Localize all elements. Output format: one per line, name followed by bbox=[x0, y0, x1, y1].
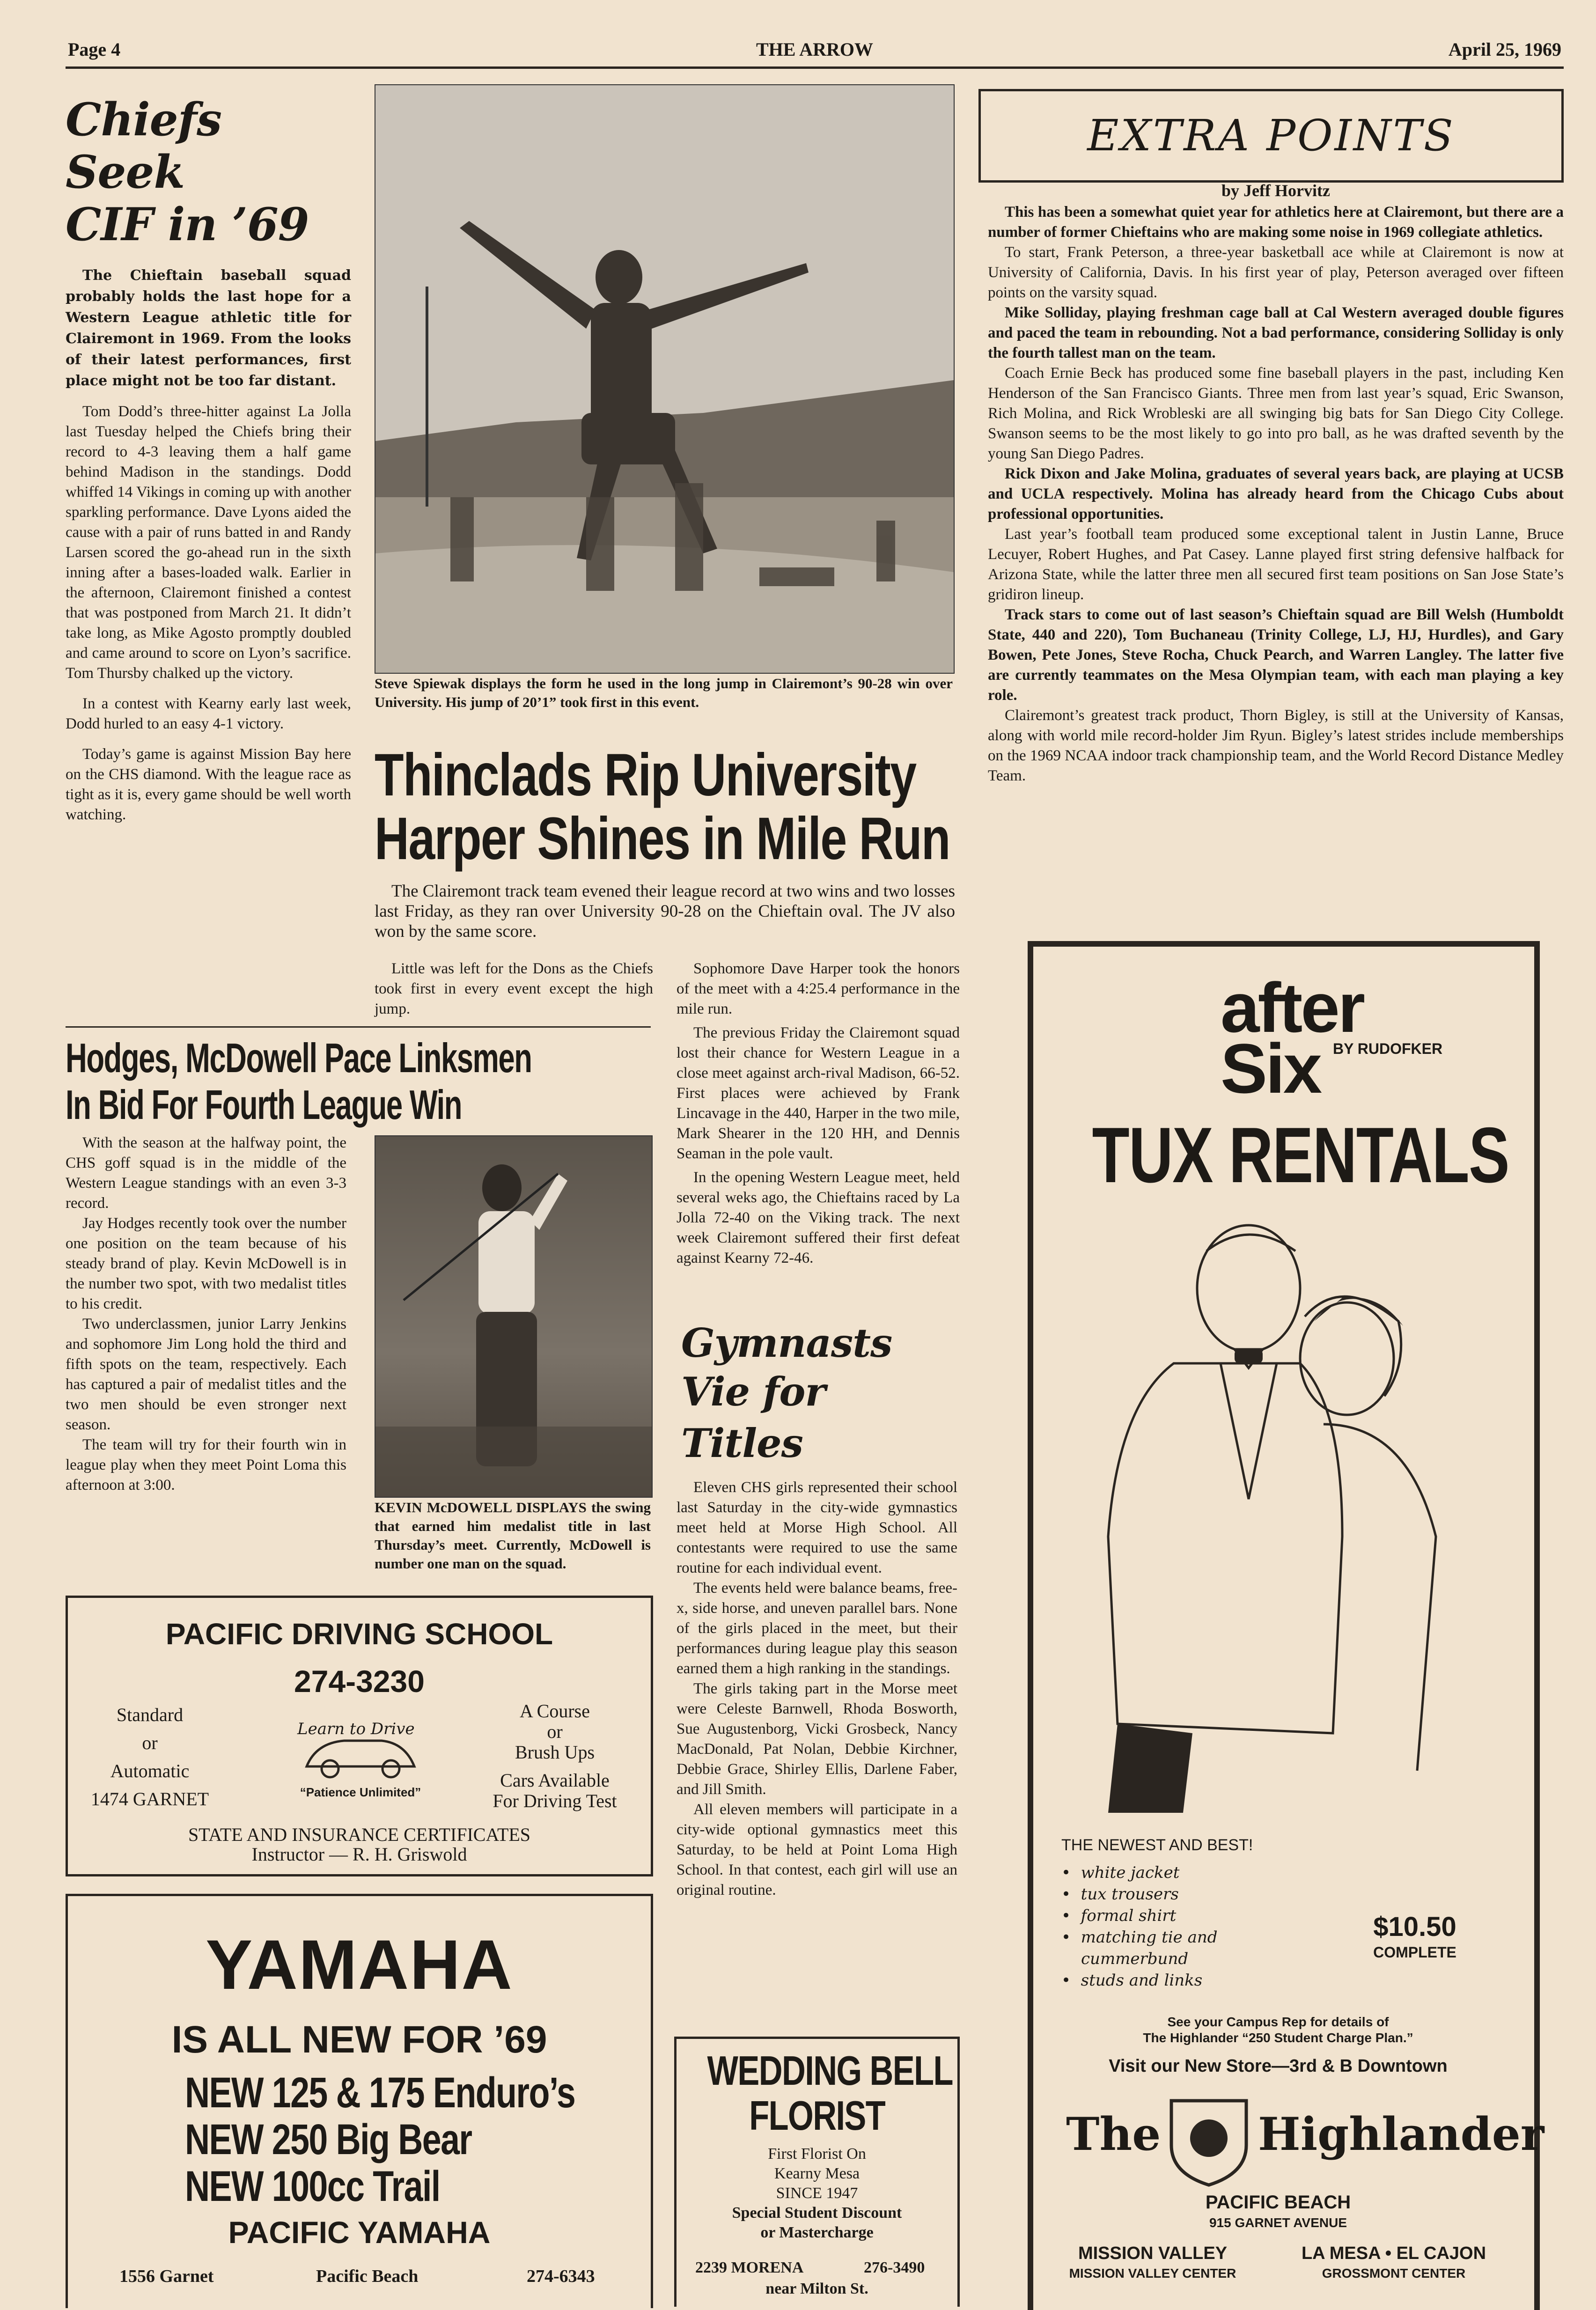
yamaha-line: NEW 250 Big Bear bbox=[185, 2116, 472, 2163]
highlander-the: The bbox=[1066, 2108, 1161, 2161]
driving-school-ad bbox=[66, 1596, 653, 1876]
extra-points-paragraph: Coach Ernie Beck has produced some fine baseball players in the past, including Ken Henderson of the San Francisco Giants. Three men from last year’s squad, Eric Swanson, Rich Molina, and Rick Wrobleski are all swinging big bats for San Diego City College. Swanson seems to be the most likely to go into pro ball, as he was drafted seventh by the young San Diego Padres. bbox=[988, 365, 1564, 462]
chiefs-paragraph: Tom Dodd’s three-hitter against La Jolla last Tuesday helped the Chiefs bring their record to 4-3 leaving them a half game behind Madison in the standings. Dodd whiffed 14 Vikings in coming up with another sparkling performance. Dave Lyons aided the cause with a pair of runs batted in and Randy Larsen scored the go-ahead run in the sixth inning after a bases-loaded walk. Earlier in the afternoon, Clairemont finished a contest that was postponed from March 21. It didn’t take long, as Mike Agosto promptly doubled and came around to score on Lyon’s sacrifice. Tom Thursby chalked up the victory. bbox=[66, 403, 351, 682]
golf-caption: KEVIN McDOWELL DISPLAYS the swing that earned him medalist title in last Thursday’s meet. Currently, McDowell is number one man on the squad. bbox=[375, 1499, 651, 1572]
extra-points-headline: EXTRA POINTS bbox=[1087, 110, 1455, 161]
chiefs-paragraph: Today’s game is against Mission Bay here on the CHS diamond. With the league race as tight as it is, every game should be well worth watching. bbox=[66, 746, 351, 823]
florist-ad bbox=[674, 2037, 960, 2307]
yamaha-phone: 274-6343 bbox=[527, 2266, 595, 2286]
extra-points-byline: by Jeff Horvitz bbox=[1221, 181, 1330, 200]
tux-price: $10.50 bbox=[1373, 1912, 1456, 1942]
tux-item: • white jacket bbox=[1061, 1863, 1180, 1882]
thinclads-column-2 bbox=[677, 959, 960, 1279]
yamaha-brand: YAMAHA bbox=[206, 1925, 513, 2004]
driving-school-left: Standard or Automatic 1474 GARNET bbox=[90, 1704, 209, 1810]
extra-points-paragraph: Rick Dixon and Jake Molina, graduates of several years back, are playing at UCSB and UCLA respectively. Molina has already heard from the Chicago Cubs about professional opportunities. bbox=[988, 465, 1564, 522]
tux-campus-rep: See your Campus Rep for details of The Highlander “250 Student Charge Plan.” bbox=[1143, 2015, 1413, 2045]
crest-icon bbox=[1164, 2094, 1253, 2187]
extra-points-paragraph: This has been a somewhat quiet year for athletics here at Clairemont, but there are a number of former Chieftains who are making some noise in 1969 collegiate athletics. bbox=[988, 204, 1564, 241]
tux-branch-2-sub: GROSSMONT CENTER bbox=[1322, 2266, 1466, 2281]
tux-branch-1-sub: MISSION VALLEY CENTER bbox=[1069, 2266, 1236, 2281]
tux-branch-1: MISSION VALLEY bbox=[1078, 2244, 1228, 2263]
golf-article bbox=[66, 1133, 346, 1506]
driving-school-footer: STATE AND INSURANCE CERTIFICATES Instructor — R. H. Griswold bbox=[188, 1824, 531, 1865]
extra-points-paragraph: Track stars to come out of last season’s Chieftain squad are Bill Welsh (Humboldt State, 440 and 220), Tom Buchaneau (Trinity College, LJ, HJ, Hurdles), and Gary Bowen, Pete Jones, Steve Rocha, Chuck Pearch, and Warren Langley. The latter five are currently teammates on the Mesa Olympian team, with each man playing a key role. bbox=[988, 606, 1564, 704]
gymnasts-article bbox=[677, 1320, 957, 1911]
tux-rentals-ad bbox=[1028, 941, 1545, 2310]
florist-address: 2239 MORENA bbox=[695, 2259, 804, 2276]
logo-text: Learn to Drive bbox=[297, 1720, 415, 1738]
after-six-brand-2: Six bbox=[1221, 1029, 1321, 1108]
extra-points-paragraph: Last year’s football team produced some exceptional talent in Justin Lanne, Bruce Lecuyer, Robert Hughes, and Pat Casey. Lanne played first string defensive halfback for Arizona State, while the latter three men all secured first team positions on San Jose State’s gridiron lineup. bbox=[988, 526, 1564, 603]
thinclads-column-1 bbox=[375, 959, 653, 1030]
tux-newest: THE NEWEST AND BEST! bbox=[1061, 1836, 1253, 1854]
chiefs-article bbox=[66, 94, 351, 835]
page-number: Page 4 bbox=[68, 39, 121, 60]
florist-near: near Milton St. bbox=[765, 2280, 868, 2297]
long-jump-photo bbox=[375, 84, 955, 674]
highlander-name: Highlander bbox=[1258, 2108, 1545, 2161]
long-jump-caption: Steve Spiewak displays the form he used in the long jump in Clairemont’s 90-28 win over University. His jump of 20’1” took first in this event. bbox=[375, 675, 953, 710]
yamaha-address: 1556 Garnet bbox=[119, 2266, 214, 2286]
tux-branch-2: LA MESA • EL CAJON bbox=[1301, 2244, 1486, 2263]
thinclads-article bbox=[375, 744, 955, 952]
tux-rentals-headline-wrap bbox=[1033, 1111, 1523, 1199]
golf-headline-1: Hodges, McDowell Pace Linksmen bbox=[66, 1035, 532, 1081]
thinclads-lead: The Clairemont track team evened their league record at two wins and two losses last Friday, as they ran over University 90-28 on the Chieftain oval. The JV also won by the same score. bbox=[375, 882, 955, 941]
driving-school-tagline: “Patience Unlimited” bbox=[300, 1785, 421, 1799]
thinclads-paragraph: The previous Friday the Clairemont squad lost their chance for Western League in a close meet against arch-rival Madison, 66-52. First places were achieved by Frank Lincavage in the 440, Harper in the two mile, Mark Shearer in the 120 HH, and Dennis Seaman in the pole vault. bbox=[677, 1024, 960, 1162]
driving-school-name: PACIFIC DRIVING SCHOOL bbox=[165, 1617, 553, 1651]
paper-name: THE ARROW bbox=[756, 39, 874, 60]
yamaha-line: IS ALL NEW FOR ’69 bbox=[171, 2018, 547, 2061]
golf-paragraph: With the season at the halfway point, the CHS goff squad is in the middle of the Western League standings with an even 3-3 record. bbox=[66, 1134, 346, 1212]
thinclads-paragraph: In the opening Western League meet, held several weks ago, the Chieftains raced by La Jolla 72-40 on the Viking track. The next week Clairemont suffered their first defeat against Kearny 72-46. bbox=[677, 1169, 960, 1266]
masthead bbox=[68, 38, 1561, 66]
extra-points-banner bbox=[978, 89, 1564, 183]
learn-to-drive-logo bbox=[288, 1715, 433, 1804]
chiefs-headline-1: Chiefs Seek bbox=[66, 93, 222, 199]
gymnasts-paragraph: The events held were balance beams, free-x, side horse, and uneven parallel bars. None of the girls placed in the meet, but their performances during league play this season earned them a high ranking in the standings. bbox=[677, 1580, 957, 1677]
tux-visit: Visit our New Store—3rd & B Downtown bbox=[1109, 2056, 1448, 2076]
tux-complete: COMPLETE bbox=[1373, 1944, 1456, 1961]
tux-item-list bbox=[1061, 1862, 1324, 1991]
chiefs-headline-2: CIF in ’69 bbox=[66, 198, 309, 251]
golf-headline-2: In Bid For Fourth League Win bbox=[66, 1081, 462, 1128]
florist-name: WEDDING BELL FLORIST bbox=[707, 2047, 953, 2139]
extra-points-paragraph: To start, Frank Peterson, a three-year basketball ace while at Clairemont is now at University of California, Davis. In his first year of play, Peterson averaged over fifteen points on the varsity squad. bbox=[988, 244, 1564, 301]
yamaha-dealer: PACIFIC YAMAHA bbox=[228, 2215, 491, 2250]
golfer-photo bbox=[375, 1135, 653, 1498]
yamaha-city: Pacific Beach bbox=[316, 2266, 419, 2286]
tux-location: PACIFIC BEACH bbox=[1205, 2192, 1351, 2213]
golf-paragraph: The team will try for their fourth win in league play when they meet Point Loma this afternoon at 3:00. bbox=[66, 1436, 346, 1493]
gymnasts-paragraph: All eleven members will participate in a city-wide optional gymnastics meet this Saturday, to be held at Point Loma High School. In that contest, each girl will use an original routine. bbox=[677, 1801, 957, 1898]
yamaha-line: NEW 100cc Trail bbox=[185, 2163, 440, 2210]
florist-phone: 276-3490 bbox=[864, 2259, 925, 2276]
driving-school-phone: 274-3230 bbox=[294, 1664, 425, 1699]
couple-illustration bbox=[1080, 1209, 1483, 1817]
tux-item: • tux trousers bbox=[1061, 1885, 1179, 1904]
long-jump-illustration bbox=[375, 85, 954, 673]
tux-item: • formal shirt bbox=[1061, 1906, 1177, 1925]
yamaha-ad bbox=[66, 1894, 653, 2308]
highlander-logo bbox=[1066, 2089, 1545, 2183]
gymnasts-paragraph: The girls taking part in the Morse meet were Celeste Barnwell, Rhoda Bosworth, Sue Augustenborg, Vicki Grosbeck, Nancy MacDonald, Pat Nolan, Debbie Kirchner, Debbie Grace, Shirley Ellis, Darlene Faber, and Jill Smith. bbox=[677, 1680, 957, 1798]
yamaha-line: NEW 125 & 175 Enduro’s bbox=[185, 2069, 575, 2117]
golf-headline bbox=[66, 1035, 655, 1128]
chiefs-paragraph: In a contest with Kearny early last week, Dodd hurled to an easy 4-1 victory. bbox=[66, 695, 351, 732]
thinclads-headline-2: Harper Shines in Mile Run bbox=[375, 805, 950, 872]
gymnasts-paragraph: Eleven CHS girls represented their school last Saturday in the city-wide gymnastics meet held at Morse High School. All contestants were required to use the same routine for each individual event. bbox=[677, 1479, 957, 1576]
tux-location-address: 915 GARNET AVENUE bbox=[1209, 2215, 1347, 2230]
florist-details: First Florist On Kearny Mesa SINCE 1947 Special Student Discount or Mastercharge bbox=[732, 2145, 902, 2241]
extra-points-paragraph: Clairemont’s greatest track product, Thorn Bigley, is still at the University of Kansas, along with world mile record-holder Jim Ryun. Bigley’s latest strides include memberships on the 1969 NCAA indoor track championship team, and the World Record Distance Medley Team. bbox=[988, 707, 1564, 784]
tux-item: • studs and links bbox=[1061, 1971, 1203, 1990]
tux-rentals-headline: TUX RENTALS bbox=[1092, 1111, 1509, 1199]
extra-points-column bbox=[988, 181, 1564, 786]
thinclads-paragraph: Sophomore Dave Harper took the honors of the meet with a 4:25.4 performance in the mile run. bbox=[677, 960, 960, 1017]
chiefs-lead: The Chieftain baseball squad probably holds the last hope for a Western League athletic title for Clairemont in 1969. From the looks of their latest performances, first place might not be too far distant. bbox=[66, 267, 351, 389]
thinclads-paragraph: Little was left for the Dons as the Chiefs took first in every event except the high jump. bbox=[375, 960, 653, 1017]
after-six-by: BY RUDOFKER bbox=[1333, 1040, 1443, 1057]
tux-item: • matching tie and cummerbund bbox=[1061, 1928, 1218, 1968]
golf-paragraph: Two underclassmen, junior Larry Jenkins and sophomore Jim Long hold the third and fifth spots on the team, respectively. Each has captured a pair of medalist titles and the two men should be even stronger next season. bbox=[66, 1316, 346, 1433]
gymnasts-headline-2: Vie for Titles bbox=[681, 1368, 825, 1466]
extra-points-paragraph: Mike Solliday, playing freshman cage ball at Cal Western averaged double figures and paced the team in rebounding. Not a bad performance, considering Solliday is only the fourth tallest man on the team. bbox=[988, 304, 1564, 361]
gymnasts-headline-1: Gymnasts bbox=[681, 1320, 892, 1366]
golfer-illustration bbox=[375, 1136, 652, 1497]
golf-paragraph: Jay Hodges recently took over the number one position on the team because of his steady brand of play. Kevin McDowell is in the number two spot, with two medalist titles to his credit. bbox=[66, 1215, 346, 1312]
issue-date: April 25, 1969 bbox=[1448, 39, 1561, 60]
section-rule bbox=[66, 1026, 651, 1028]
driving-school-right: A Course or Brush Ups Cars Available For Driving Test bbox=[493, 1700, 617, 1811]
after-six-brand-1: after bbox=[1221, 968, 1364, 1047]
masthead-rule bbox=[66, 66, 1564, 69]
yamaha-models bbox=[185, 2069, 606, 2210]
thinclads-headline-1: Thinclads Rip University bbox=[375, 742, 916, 809]
